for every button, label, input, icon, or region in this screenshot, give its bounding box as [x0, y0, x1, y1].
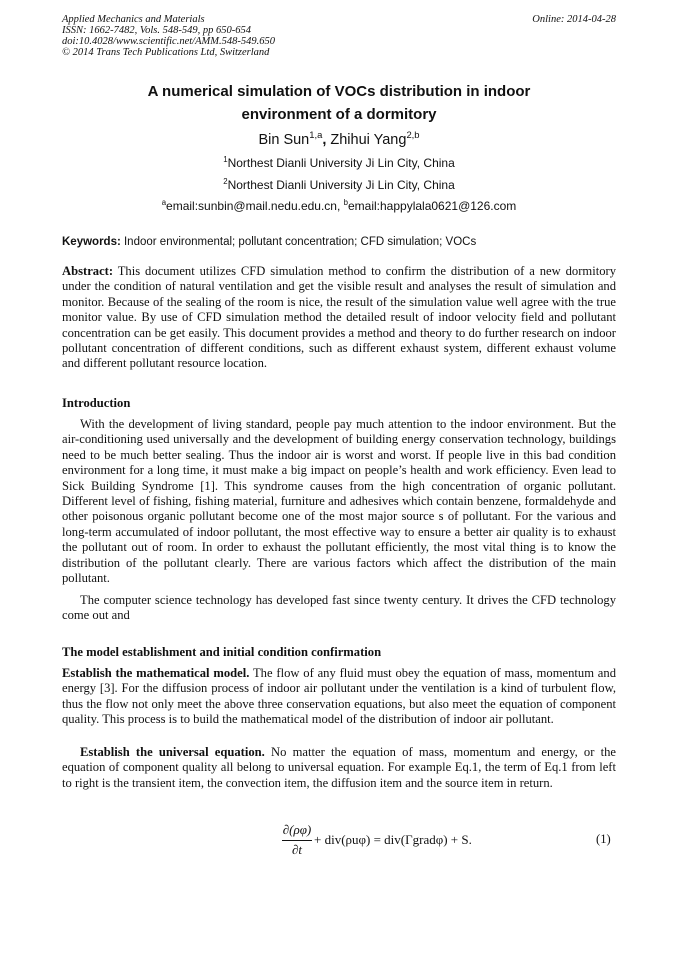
model-paragraph-2	[62, 745, 616, 791]
equation-terms: + div(ρuφ) = div(Γgradφ) + S.	[314, 832, 472, 847]
author-1-affiliation-mark: 1,a	[309, 129, 323, 141]
author-2: Zhihui Yang	[330, 132, 407, 148]
equation-denominator: ∂t	[291, 842, 303, 857]
affiliation-2-text: Northest Dianli University Ji Lin City, China	[227, 178, 455, 192]
model-paragraph-1-text: The flow of any fluid must obey the equation of mass, momentum and energy [3]. For the diffusion process of indoor air pollutant under the ventilation is a kind of turbulent flow, thus the flow not only meet the above three conservation equations, but also meet the equation of component quality. This process is to build the mathematical model of the distribution of indoor air pollutant.	[62, 666, 616, 727]
email-b: email:happylala0621@126.com	[348, 199, 517, 213]
model-paragraph-2-text: No matter the equation of mass, momentum and energy, or the equation of component quality all belong to universal equation. For example Eq.1, the term of Eq.1 from left to right is the transient item, the convection item, the diffusion item and the source item in return.	[62, 745, 617, 790]
keywords-text: Indoor environmental; pollutant concentration; CFD simulation; VOCs	[120, 236, 477, 248]
fraction-bar	[282, 840, 312, 841]
introduction-paragraph-2: The computer science technology has developed fast since twenty century. It drives the CFD technology come out and	[62, 593, 616, 623]
equation-numerator: ∂(ρφ)	[282, 822, 312, 837]
abstract	[62, 264, 616, 372]
author-emails	[62, 199, 616, 214]
affiliation-2-mark: 2	[223, 177, 228, 186]
abstract-text: This document utilizes CFD simulation method to confirm the distribution of a new dormitory under the condition of natural ventilation and get the visible result and analyses the result of simulation and monitor. Because of the sealing of the room is nice, the result of the simulation value well agree with the true monitor value. By use of CFD simulation method the detailed result of indoor velocity field and pollutant concentration can be get easily. This document provides a method and theory to do further research on indoor pollutant concentration of different conditions, such as different exhaust system, different exhaust volume and different pollutant resource location.	[62, 264, 616, 371]
introduction-paragraph-1: With the development of living standard, people pay much attention to the indoor environment. But the air-conditioning used universally and the development of building energy conservation technology, buildings need to be much better sealing. Thus the indoor air is worst and worst. If people live in this bad condition environment for a long time, it must make a big impact on people’s health and work efficiency. Even lead to Sick Building Syndrome [1]. This syndrome causes from the high concentration of organic pollutant. Different level of fishing, fishing material, furniture and adhesives which contain benzene, formaldehyde and other poisonous organic pollutant become one of the most major source s of pollutant. For the various and long-term accumulated of indoor pollutant, the most effective way to ensure a better air quality is to exhaust the pollutant out of room. In order to exhaust the pollutant efficiently, the most vital thing is to know the distribution of the pollutant clearly. There are various factors which affect the distribution of the main pollutant.	[62, 417, 616, 586]
journal-name: Applied Mechanics and Materials	[62, 14, 205, 25]
affiliation-1-text: Northest Dianli University Ji Lin City, China	[227, 156, 455, 170]
email-b-mark: b	[343, 198, 348, 207]
keywords	[62, 235, 616, 249]
affiliation-1	[62, 156, 616, 171]
online-date: Online: 2014-04-28	[532, 14, 616, 25]
affiliation-1-mark: 1	[223, 155, 228, 164]
journal-issn: ISSN: 1662-7482, Vols. 548-549, pp 650-654	[62, 25, 251, 36]
journal-header	[62, 14, 616, 58]
equation-number: (1)	[596, 832, 611, 846]
model-section-heading: The model establishment and initial condition confirmation	[62, 645, 382, 659]
keywords-label: Keywords:	[62, 236, 121, 248]
author-1: Bin Sun	[258, 132, 310, 148]
model-subheading-1: Establish the mathematical model.	[62, 666, 250, 680]
paper-title-line-2: environment of a dormitory	[241, 106, 437, 123]
email-a: email:sunbin@mail.nedu.edu.cn,	[166, 199, 344, 213]
model-paragraph-1	[62, 666, 616, 728]
journal-doi: doi:10.4028/www.scientific.net/AMM.548-549.650	[62, 36, 275, 47]
email-a-mark: a	[161, 198, 167, 207]
paper-title-line-1: A numerical simulation of VOCs distribution in indoor	[147, 83, 531, 100]
model-subheading-2: Establish the universal equation.	[80, 745, 265, 759]
author-2-affiliation-mark: 2,b	[406, 129, 420, 141]
affiliation-2	[62, 178, 616, 193]
author-list	[62, 131, 616, 149]
journal-copyright: © 2014 Trans Tech Publications Ltd, Switzerland	[62, 47, 270, 58]
introduction-heading: Introduction	[62, 396, 131, 410]
author-separator: ,	[322, 132, 331, 148]
abstract-label: Abstract:	[62, 264, 114, 278]
